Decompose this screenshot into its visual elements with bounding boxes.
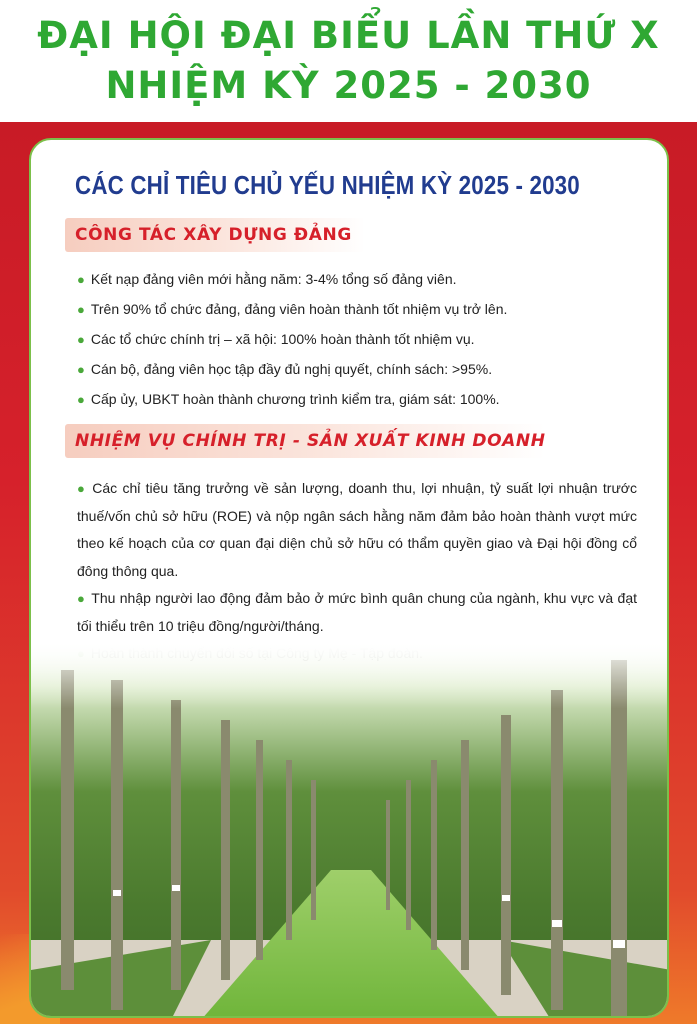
section-heading-party-building — [65, 218, 365, 252]
list-item-text: Các chỉ tiêu tăng trưởng về sản lượng, doanh thu, lợi nhuận, tỷ suất lợi nhuận trước thuế/vốn chủ sở hữu (ROE) và nộp ngân sách hằng năm đảm bảo hoàn thành vượt mức theo kế hoạch của cơ quan đại diện chủ sở hữu có thẩm quyền giao và Đại hội đồng cổ đông thông qua. — [77, 480, 637, 579]
bullet-icon: ● — [77, 332, 85, 347]
bullet-icon: ● — [77, 302, 85, 317]
list-item — [77, 585, 637, 640]
list-item — [77, 300, 647, 319]
political-tasks-list — [77, 475, 637, 668]
bullet-icon: ● — [77, 362, 85, 377]
list-item — [77, 390, 647, 409]
plantation-illustration — [31, 640, 669, 1018]
list-item-text: Cấp ủy, UBKT hoàn thành chương trình kiểm tra, giám sát: 100%. — [90, 391, 500, 407]
section-heading-political-tasks — [65, 424, 545, 458]
bullet-icon: ● — [77, 272, 85, 287]
list-item-text: Thu nhập người lao động đảm bảo ở mức bình quân chung của ngành, khu vực và đạt tối thiểu trên 10 triệu đồng/người/tháng. — [77, 590, 638, 634]
list-item — [77, 270, 647, 289]
list-item-text: Kết nạp đảng viên mới hằng năm: 3-4% tổng số đảng viên. — [90, 271, 457, 287]
bullet-icon: ● — [77, 481, 87, 496]
bullet-icon: ● — [77, 392, 85, 407]
list-item — [77, 330, 647, 349]
page-header — [0, 0, 697, 122]
targets-card — [29, 138, 669, 1018]
list-item-text: Các tổ chức chính trị – xã hội: 100% hoàn thành tốt nhiệm vụ. — [90, 331, 475, 347]
header-title-line1: ĐẠI HỘI ĐẠI BIỂU LẦN THỨ X — [37, 14, 660, 57]
list-item-text: Cán bộ, đảng viên học tập đầy đủ nghị quyết, chính sách: >95%. — [90, 361, 493, 377]
card-title: CÁC CHỈ TIÊU CHỦ YẾU NHIỆM KỲ 2025 - 2030 — [75, 170, 580, 200]
section-heading-label: CÔNG TÁC XÂY DỰNG ĐẢNG — [75, 225, 352, 245]
list-item-text: Trên 90% tổ chức đảng, đảng viên hoàn thành tốt nhiệm vụ trở lên. — [90, 301, 508, 317]
list-item — [77, 360, 647, 379]
list-item — [77, 475, 637, 585]
bullet-icon: ● — [77, 591, 86, 606]
party-building-list — [77, 270, 647, 420]
header-title-line2: NHIỆM KỲ 2025 - 2030 — [105, 64, 592, 107]
rubber-plantation-image — [31, 640, 669, 1018]
section-heading-label: NHIỆM VỤ CHÍNH TRỊ - SẢN XUẤT KINH DOANH — [75, 431, 546, 451]
